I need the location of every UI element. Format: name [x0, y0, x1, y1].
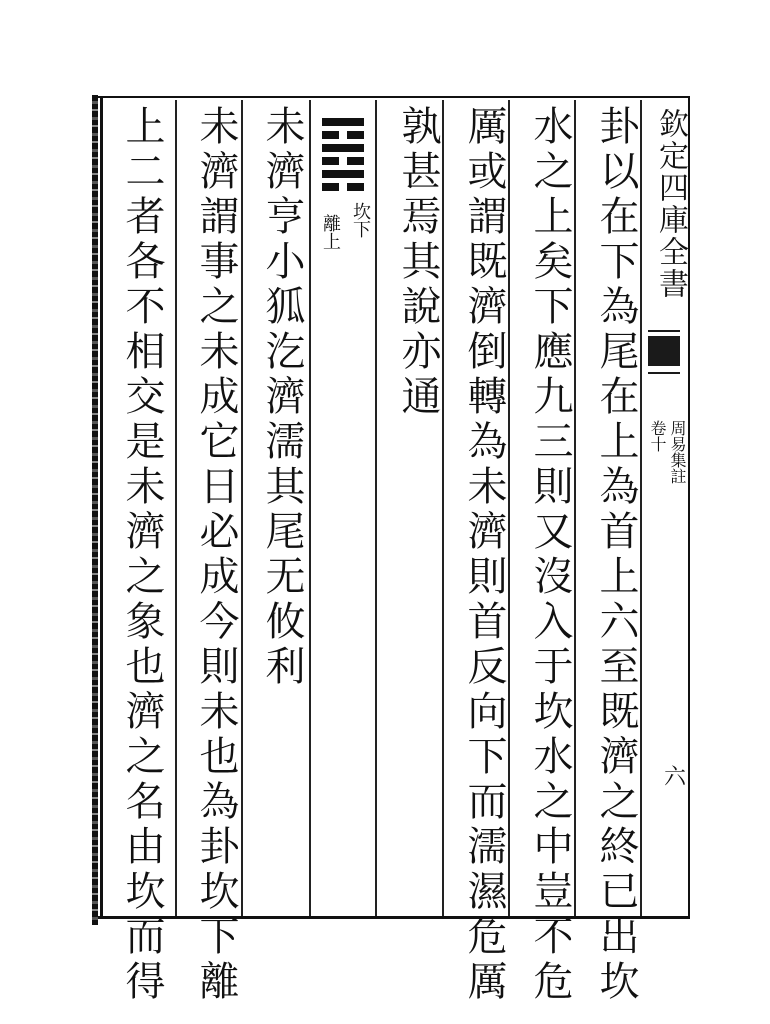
frame-right [688, 96, 690, 919]
trigram-upper-label: 離上 [320, 214, 341, 250]
column-rule [309, 100, 311, 916]
fishtail-line [648, 330, 680, 332]
trigram-lower-label: 坎下 [350, 202, 371, 238]
text-column-1: 卦以在下為尾在上為首上六至既濟之終已出坎 [593, 105, 639, 1005]
frame-left [100, 96, 103, 919]
text-column-3: 厲或謂既濟倒轉為未濟則首反向下而濡濕危厲 [461, 105, 507, 1005]
margin-juan: 卷十 [648, 420, 667, 452]
column-rule [175, 100, 177, 916]
yao-line-yin [322, 157, 364, 165]
margin-book: 周易集註 [668, 420, 687, 484]
text-column-2: 水之上矣下應九三則又沒入于坎水之中豈不危 [527, 105, 573, 1005]
yao-line-yin [322, 183, 364, 191]
frame-left-edge [92, 95, 98, 925]
yao-line-yang [322, 118, 364, 126]
margin-title: 欽定四庫全書 [653, 108, 688, 300]
hexagram-weiji [322, 118, 364, 196]
yao-line-yang [322, 144, 364, 152]
fishtail-mark [648, 336, 680, 366]
margin-page-number: 六 [664, 765, 687, 790]
yao-line-yin [322, 131, 364, 139]
text-column-4: 孰甚焉其說亦通 [395, 105, 441, 420]
text-column-7: 未濟謂事之未成它日必成今則未也為卦坎下離 [193, 105, 239, 1005]
text-column-8: 上二者各不相交是未濟之象也濟之名由坎而得 [119, 105, 165, 1005]
text-column-6: 未濟亨小狐汔濟濡其尾无攸利 [259, 105, 305, 690]
column-rule [375, 100, 377, 916]
fishtail-line [648, 372, 680, 374]
frame-top [96, 96, 690, 98]
yao-line-yang [322, 170, 364, 178]
